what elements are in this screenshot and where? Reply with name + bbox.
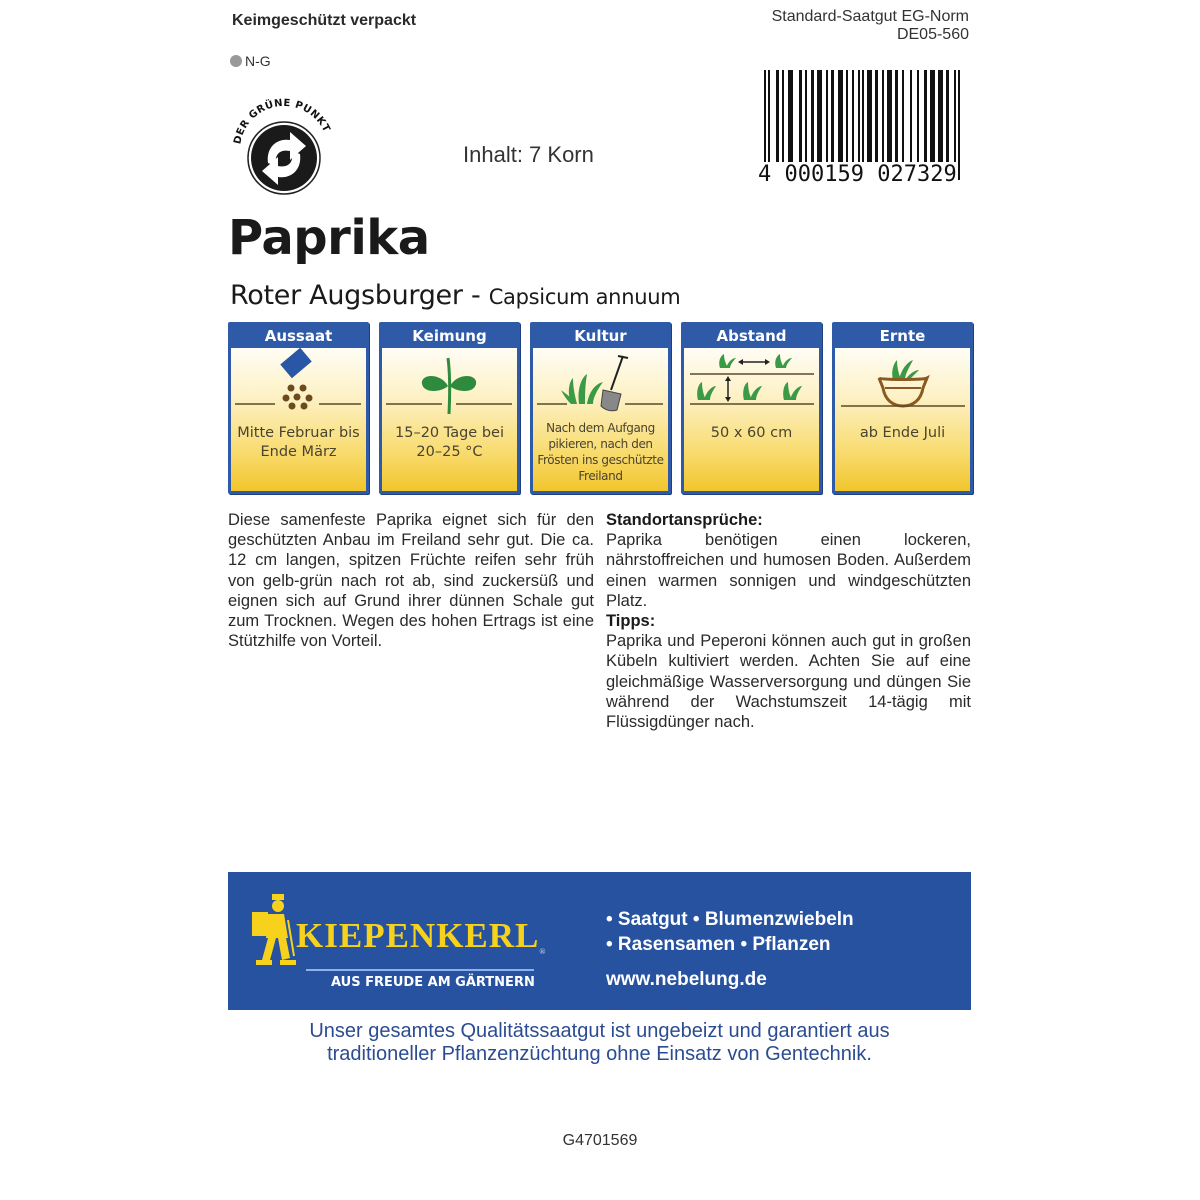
kiepenkerl-figure-icon [250, 890, 300, 970]
panel-label: Aussaat [264, 327, 333, 345]
panel-text: Nach dem Aufgang pikieren, nach den Frösten ins geschützte Freiland [537, 421, 664, 483]
product-categories [606, 907, 854, 957]
barcode-group-3: 027329 [877, 162, 957, 187]
seedling-icon [382, 348, 517, 418]
brand-banner [228, 872, 971, 1010]
content-quantity: Inhalt: 7 Korn [463, 142, 594, 167]
location-heading: Standortansprüche: [606, 511, 763, 529]
copyright-text: N-G [245, 53, 271, 69]
product-categories-line-1: • Saatgut • Blumenzwiebeln [606, 909, 854, 930]
panel-keimung [379, 322, 520, 494]
panel-text: ab Ende Juli [859, 425, 946, 441]
copyright-icon [230, 55, 242, 67]
panel-label: Abstand [716, 327, 787, 345]
panel-label: Kultur [574, 327, 627, 345]
panel-label: Keimung [412, 327, 487, 345]
tips-heading: Tipps: [606, 612, 656, 631]
latin-name: Capsicum annuum [488, 285, 681, 309]
panel-text: Mitte Februar bis Ende März [237, 425, 360, 460]
standard-line-1: Standard-Saatgut EG-Norm [771, 8, 969, 25]
brand-divider [306, 969, 534, 971]
panel-ernte [832, 322, 973, 494]
barcode-group-1: 4 [758, 162, 772, 187]
panel-aussaat [228, 322, 369, 494]
cultivation-panels [228, 322, 973, 494]
spacing-icon [684, 348, 819, 418]
seed-standard [772, 8, 969, 44]
registered-icon: ® [539, 947, 547, 956]
article-code: G4701569 [562, 1132, 638, 1149]
product-subtitle [230, 280, 680, 311]
subtitle-separator: - [462, 280, 489, 311]
standard-line-2: DE05-560 [896, 26, 969, 43]
growing-info [606, 510, 971, 732]
guarantee-line-1: Unser gesamtes Qualitätssaatgut ist ungebeizt und garantiert aus [309, 1020, 890, 1042]
product-title: Paprika [228, 210, 430, 266]
packaging-note: Keimgeschützt verpackt [232, 12, 417, 29]
harvest-bowl-icon [835, 348, 970, 418]
brand-name [296, 916, 546, 956]
location-text: Paprika benötigen einen lockeren, nährstoffreichen und humosen Boden. Außerdem einen warmen sonnigen und windgeschützten Platz. [606, 531, 971, 610]
product-categories-line-2: • Rasensamen • Pflanzen [606, 934, 831, 955]
barcode [758, 70, 968, 190]
guarantee-line-2: traditioneller Pflanzenzüchtung ohne Einsatz von Gentechnik. [327, 1043, 872, 1065]
copyright [230, 53, 271, 69]
green-dot-logo-icon [228, 88, 340, 198]
brand-slogan: AUS FREUDE AM GÄRTNERN [331, 975, 535, 990]
panel-text: 50 x 60 cm [710, 425, 793, 441]
tips-text: Paprika und Peperoni können auch gut in großen Kübeln kultiviert werden. Achten Sie auf eine gleichmäßige Wasserversorgung und düngen Sie während der Wachstumszeit 14-tägig mit Flüssigdünger nach. [606, 632, 971, 732]
seed-packet-icon [231, 348, 366, 418]
product-description: Diese samenfeste Paprika eignet sich für den geschützten Anbau im Freiland sehr gut. Die ca. 12 cm langen, spitzen Früchte reifen sehr früh von gelb-grün nach rot ab, sind zuckersüß und eignen sich auf Grund ihrer dünnen Schale gut zum Trocknen. Wegen des hohen Ertrags ist eine Stützhilfe von Vorteil. [228, 511, 594, 651]
panel-kultur [530, 322, 671, 494]
panel-abstand [681, 322, 822, 494]
barcode-group-2: 000159 [784, 162, 864, 187]
panel-text: 15–20 Tage bei 20–25 °C [395, 425, 504, 460]
barcode-number [758, 162, 957, 187]
brand-text: KIEPENKERL [296, 916, 540, 955]
website-link[interactable]: www.nebelung.de [606, 969, 767, 990]
panel-label: Ernte [879, 327, 926, 345]
quality-guarantee [228, 1020, 971, 1066]
spade-plant-icon [533, 348, 668, 418]
variety-name: Roter Augsburger [230, 280, 463, 311]
svg-text:DER GRÜNE PUNKT: DER GRÜNE PUNKT [232, 97, 332, 146]
